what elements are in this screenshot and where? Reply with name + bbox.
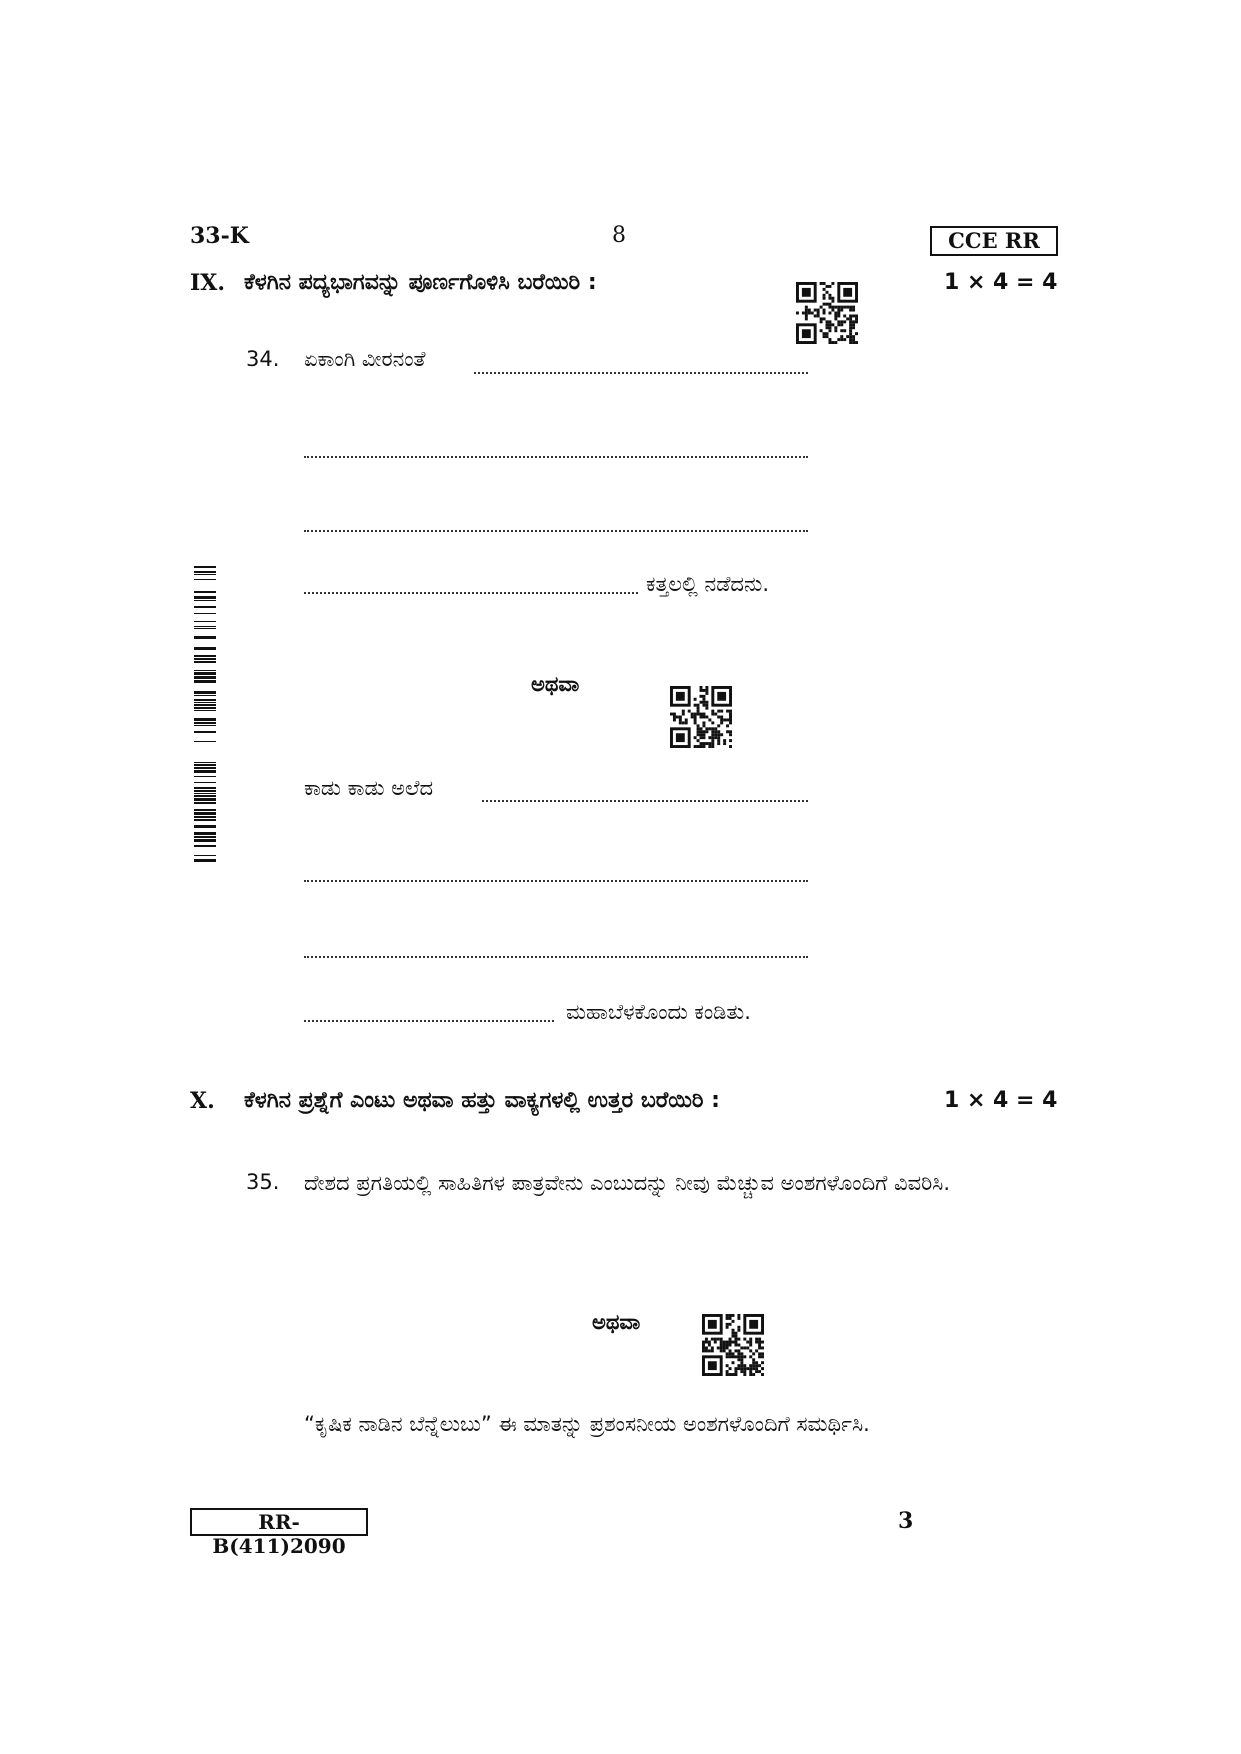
answer-line xyxy=(304,592,638,594)
answer-line xyxy=(304,1020,554,1022)
qr-code-icon xyxy=(670,686,732,748)
answer-line xyxy=(304,880,808,882)
question-35-number: 35. xyxy=(246,1170,280,1194)
page-number: 8 xyxy=(612,223,626,248)
section-ix-title: ಕೆಳಗಿನ ಪದ್ಯಭಾಗವನ್ನು ಪೂರ್ಣಗೊಳಿಸಿ ಬರೆಯಿರಿ : xyxy=(244,270,597,295)
answer-line xyxy=(304,456,808,458)
section-x-title: ಕೆಳಗಿನ ಪ್ರಶ್ನೆಗೆ ಎಂಟು ಅಥವಾ ಹತ್ತು ವಾಕ್ಯಗಳಲ್ಲಿ ಉತ್ತರ ಬರೆಯಿರಿ : xyxy=(244,1088,720,1113)
question-34-line1: ಏಕಾಂಗಿ ವೀರನಂತೆ xyxy=(304,347,426,371)
alternative-34-line1: ಕಾಡು ಕಾಡು ಅಲೆದ xyxy=(304,776,434,800)
or-label: ಅಥವಾ xyxy=(531,672,580,696)
footer-code: RR-B(411)2090 xyxy=(190,1508,368,1536)
section-ix-number: IX. xyxy=(190,270,226,296)
qr-code-icon xyxy=(702,1314,764,1376)
answer-line xyxy=(304,530,808,532)
question-34-line4: ಕತ್ತಲಲ್ಲಿ ನಡೆದನು. xyxy=(646,572,770,596)
question-35-alternative: “ಕೃಷಿಕ ನಾಡಿನ ಬೆನ್ನೆಲುಬು” ಈ ಮಾತನ್ನು ಪ್ರಶಂಸನೀಯ ಅಂಶಗಳೊಂದಿಗೆ ಸಮರ್ಥಿಸಿ. xyxy=(304,1412,870,1436)
or-label: ಅಥವಾ xyxy=(592,1310,641,1334)
paper-code: 33-K xyxy=(190,223,249,249)
question-34-number: 34. xyxy=(246,347,280,371)
footer-page-number: 3 xyxy=(898,1508,914,1534)
barcode-icon xyxy=(194,566,216,862)
series-badge: CCE RR xyxy=(930,226,1058,256)
answer-line xyxy=(304,956,808,958)
question-35-text: ದೇಶದ ಪ್ರಗತಿಯಲ್ಲಿ ಸಾಹಿತಿಗಳ ಪಾತ್ರವೇನು ಎಂಬುದನ್ನು ನೀವು ಮೆಚ್ಚುವ ಅಂಶಗಳೊಂದಿಗೆ ವಿವರಿಸಿ. xyxy=(304,1171,950,1195)
alternative-34-line4: ಮಹಾಬೆಳಕೊಂದು ಕಂಡಿತು. xyxy=(566,1000,751,1024)
section-ix-marks: 1 × 4 = 4 xyxy=(944,270,1058,295)
section-x-number: X. xyxy=(190,1088,215,1114)
answer-line xyxy=(482,800,808,802)
section-x-marks: 1 × 4 = 4 xyxy=(944,1088,1058,1113)
answer-line xyxy=(474,372,808,374)
qr-code-icon xyxy=(796,282,858,344)
